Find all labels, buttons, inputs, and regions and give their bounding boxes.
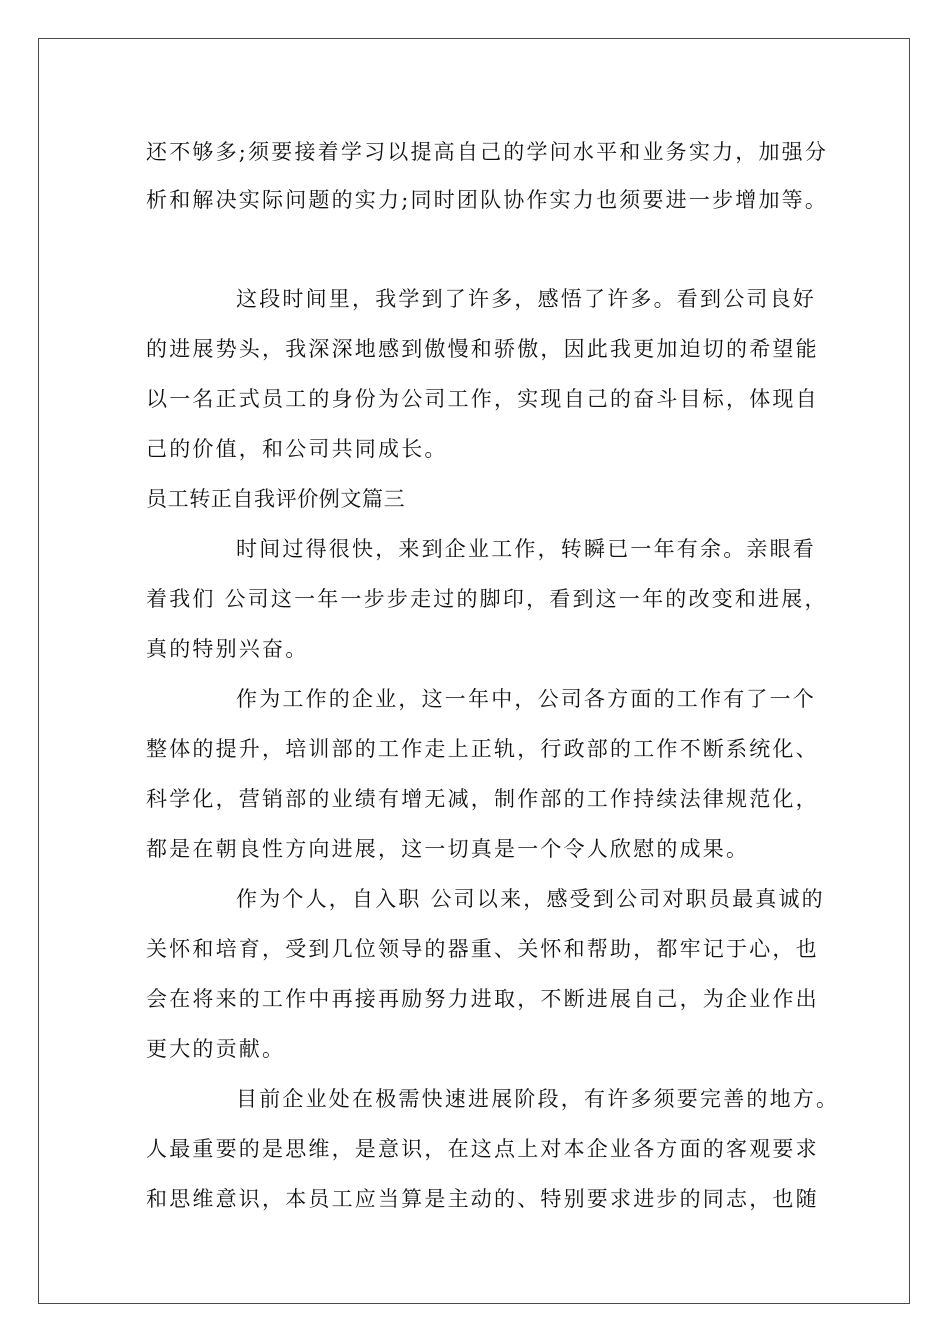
text-line: 还不够多;须要接着学习以提高自己的学问水平和业务实力，加强分: [146, 140, 829, 164]
text-line: 关怀和培育，受到几位领导的器重、关怀和帮助，都牢记于心，也: [146, 937, 819, 961]
text-line: 析和解决实际问题的实力;同时团队协作实力也须要进一步增加等。: [146, 188, 829, 212]
text-line: 的进展势头，我深深地感到傲慢和骄傲，因此我更加迫切的希望能: [146, 337, 819, 361]
text-line: 更大的贡献。: [146, 1037, 286, 1061]
page-border: [38, 38, 910, 1304]
text-line: 人最重要的是思维，是意识，在这点上对本企业各方面的客观要求: [146, 1137, 819, 1161]
text-line: 己的价值，和公司共同成长。: [146, 437, 448, 461]
paragraph-first-line: 这段时间里，我学到了许多，感悟了许多。看到公司良好: [236, 287, 816, 311]
text-line: 着我们 公司这一年一步步走过的脚印，看到这一年的改变和进展，: [146, 587, 828, 611]
text-line: 整体的提升，培训部的工作走上正轨，行政部的工作不断系统化、: [146, 737, 819, 761]
paragraph-first-line: 作为工作的企业，这一年中，公司各方面的工作有了一个: [236, 687, 816, 711]
text-line: 科学化，营销部的业绩有增无减，制作部的工作持续法律规范化，: [146, 787, 819, 811]
text-line: 都是在朝良性方向进展，这一切真是一个令人欣慰的成果。: [146, 837, 750, 861]
text-line: 和思维意识，本员工应当算是主动的、特别要求进步的同志，也随: [146, 1187, 819, 1211]
text-line: 以一名正式员工的身份为公司工作，实现自己的奋斗目标，体现自: [146, 387, 819, 411]
text-line: 真的特别兴奋。: [146, 637, 309, 661]
section-heading: 员工转正自我评价例文篇三: [146, 487, 406, 511]
paragraph-first-line: 时间过得很快，来到企业工作，转瞬已一年有余。亲眼看: [236, 537, 816, 561]
text-line: 会在将来的工作中再接再励努力进取，不断进展自己，为企业作出: [146, 987, 819, 1011]
paragraph-first-line: 目前企业处在极需快速进展阶段，有许多须要完善的地方。: [236, 1087, 840, 1111]
paragraph-first-line: 作为个人，自入职 公司以来，感受到公司对职员最真诚的: [236, 887, 825, 911]
